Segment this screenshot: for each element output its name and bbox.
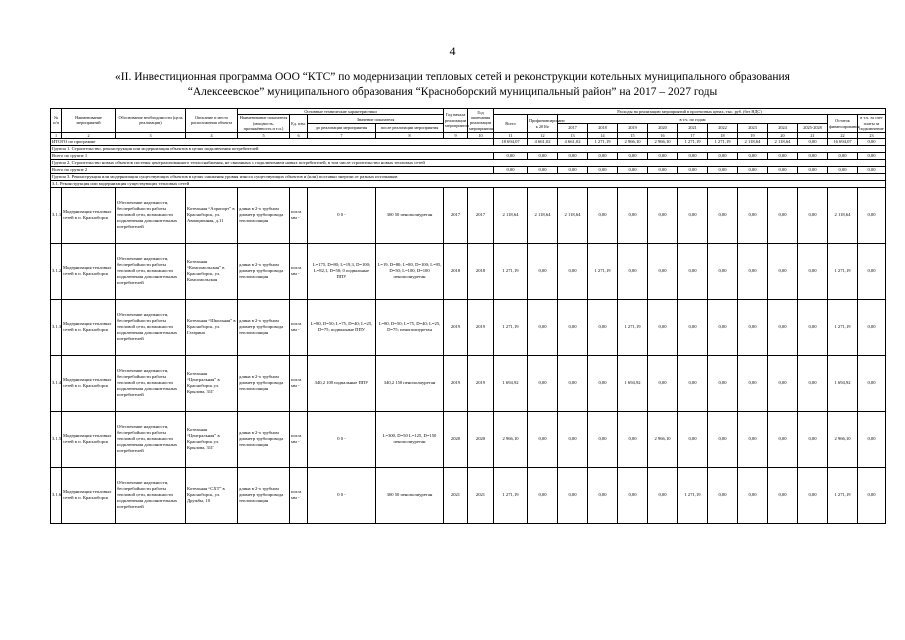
column-number: 18 [708,132,738,138]
header-param-name: Наименование показателя (мощность, протяжённость и т.п.) [238,115,290,132]
cell-year-end: 2019 [468,355,494,411]
header-name: Наименование мероприятий [62,109,116,133]
header-value: Значение показателя [308,115,444,124]
table-row [51,355,886,411]
cell-num: 3.1.3 [51,299,62,355]
cell-year-end: 2021 [468,467,494,523]
column-number: 13 [558,132,588,138]
cell-financed: 0,00 [528,355,558,411]
header-year-2019: 2019 [618,124,648,133]
column-number: 8 [376,132,444,138]
group-value: 0,00 [618,166,648,173]
totals-value: 2 118,64 [738,138,768,145]
cell-num: 3.1.4 [51,355,62,411]
cell-year-end: 2018 [468,243,494,299]
cell-before: 340,2 100 подвальные ППУ [308,355,376,411]
group-label: Всего по группе 2 [51,166,494,173]
table-row [51,243,886,299]
group-label: Всего по группе 1 [51,152,494,159]
column-number: 21 [798,132,828,138]
cell-year-start: 2019 [444,299,468,355]
cell-year-value: 0,00 [648,355,678,411]
cell-before: 0 0 - [308,467,376,523]
cell-year-value: 0,00 [798,243,828,299]
cell-unit: пог.м мм - [290,299,308,355]
cell-before: 0 0 - [308,411,376,467]
cell-num: 3.1.6 [51,467,62,523]
cell-need: Обеспечение надежности, бесперебойности работы тепловой сети, возможности подключения дополнительных потребителей [116,355,186,411]
cell-year-value: 0,00 [798,467,828,523]
cell-year-value: 0,00 [768,467,798,523]
cell-param: длина в 2-х трубном диаметр трубопровода теплоизоляция [238,243,290,299]
cell-year-start: 2017 [444,187,468,243]
cell-remain: 1 271,19 [828,299,858,355]
header-before: до реализации мероприятия [308,124,376,133]
cell-year-value: 1 694,92 [618,355,648,411]
cell-year-end: 2020 [468,411,494,467]
table-row [51,467,886,523]
header-after: после реализации мероприятия [376,124,444,133]
group-value: 0,00 [708,152,738,159]
header-incl-borrowed: в т.ч. за счет платы за подключение [859,115,884,132]
cell-financed: 0,00 [528,299,558,355]
totals-value: 4 661,02 [528,138,558,145]
group-value: 0,00 [828,152,858,159]
column-number: 6 [290,132,308,138]
group-value: 0,00 [768,152,798,159]
cell-incl: 0,00 [858,355,886,411]
column-number: 3 [116,132,186,138]
totals-value: 4 661,02 [558,138,588,145]
header-year-2018: 2018 [588,124,618,133]
cell-year-value: 0,00 [648,467,678,523]
cell-year-end: 2019 [468,299,494,355]
cell-incl: 0,00 [858,243,886,299]
document-title [40,70,865,100]
cell-year-value: 0,00 [648,299,678,355]
cell-location: Котельная “Центральная” в Красноборск ул. Крылова, 31Г [186,411,238,467]
header-year-2023: 2023 [738,124,768,133]
cell-year-value: 0,00 [588,187,618,243]
column-number: 9 [444,132,468,138]
cell-year-value: 0,00 [738,243,768,299]
cell-location: Котельная “Аэропорт” в Красноборск, ул. Авиационная, д.11 [186,187,238,243]
cell-year-value: 0,00 [738,299,768,355]
cell-num: 3.1.1 [51,187,62,243]
group-value: 0,00 [768,166,798,173]
cell-year-value: 0,00 [588,467,618,523]
header-year-2022: 2022 [708,124,738,133]
group-row [51,166,886,173]
cell-year-value: 0,00 [738,187,768,243]
header-year-2017: 2017 [558,124,588,133]
column-number: 7 [308,132,376,138]
group-value: 0,00 [558,166,588,173]
title-line-2: “Алексеевское” муниципального образования “Красноборский муниципальный район” на 2017 – 2027 годы [187,86,718,98]
totals-value: 2 966,10 [618,138,648,145]
cell-financed: 2 118,64 [528,187,558,243]
cell-year-value: 0,00 [648,187,678,243]
header-main-params: Основные технические характеристики [238,109,444,115]
cell-year-start: 2021 [444,467,468,523]
group-label: 3.1. Реконструкция или модернизация существующих тепловых сетей [51,180,886,187]
group-row [51,173,886,180]
cell-total: 2 966,10 [494,411,528,467]
cell-name: Модернизация тепловых сетей в п. Красноборск [62,299,116,355]
group-value: 0,00 [588,152,618,159]
cell-num: 3.1.5 [51,411,62,467]
cell-need: Обеспечение надежности, бесперебойности работы тепловой сети, возможности подключения дополнительных потребителей [116,187,186,243]
cell-year-value: 0,00 [618,411,648,467]
cell-incl: 0,00 [858,187,886,243]
header-year-end: Год окончания реализации мероприятия [469,109,493,131]
group-value: 0,00 [588,166,618,173]
group-value: 0,00 [858,152,886,159]
totals-value: 16 694,07 [828,138,858,145]
totals-value: 1 271,19 [678,138,708,145]
group-value: 0,00 [618,152,648,159]
header-location: Описание и место расположения объекта [186,109,238,133]
group-value: 0,00 [678,152,708,159]
cell-year-value: 0,00 [678,187,708,243]
group-value: 0,00 [648,152,678,159]
cell-unit: пог.м мм - [290,355,308,411]
cell-financed: 0,00 [528,243,558,299]
column-number: 15 [618,132,648,138]
cell-year-value: 0,00 [558,411,588,467]
cell-year-value: 0,00 [678,243,708,299]
cell-year-value: 0,00 [588,299,618,355]
cell-remain: 1 271,19 [828,243,858,299]
cell-year-value: 0,00 [708,243,738,299]
cell-year-start: 2020 [444,411,468,467]
column-number: 10 [468,132,494,138]
table-row [51,411,886,467]
cell-after: L=300, D=50 L=125, D=150 пенополиуретан [376,411,444,467]
cell-after: L=19, D=80; L=80, D=100; L=95, D=50; L=100, D=100 пенополиуретан [376,243,444,299]
column-number: 11 [494,132,528,138]
group-row [51,145,886,152]
cell-year-value: 0,00 [648,243,678,299]
cell-param: длина в 2-х трубном диаметр трубопровода теплоизоляция [238,355,290,411]
header-year-2021: 2021 [678,124,708,133]
cell-year-value: 0,00 [738,355,768,411]
cell-financed: 0,00 [528,411,558,467]
cell-total: 1 271,19 [494,467,528,523]
cell-year-end: 2017 [468,187,494,243]
cell-unit: пог.м мм - [290,467,308,523]
totals-value: 2 966,10 [648,138,678,145]
cell-year-value: 0,00 [678,411,708,467]
cell-need: Обеспечение надежности, бесперебойности работы тепловой сети, возможности подключения дополнительных потребителей [116,467,186,523]
cell-name: Модернизация тепловых сетей в п. Красноборск [62,187,116,243]
column-number: 16 [648,132,678,138]
cell-total: 2 118,64 [494,187,528,243]
group-row [51,180,886,187]
column-number: 2 [62,132,116,138]
cell-remain: 1 271,19 [828,467,858,523]
cell-year-value: 0,00 [558,355,588,411]
header-need: Обоснование необходимости (цель реализации) [116,109,186,133]
cell-year-value: 0,00 [768,411,798,467]
cell-year-value: 0,00 [558,467,588,523]
column-number: 22 [828,132,858,138]
cell-year-start: 2018 [444,243,468,299]
cell-year-value: 0,00 [678,299,708,355]
cell-year-value: 0,00 [678,355,708,411]
cell-param: длина в 2-х трубном диаметр трубопровода теплоизоляция [238,467,290,523]
cell-incl: 0,00 [858,299,886,355]
cell-year-value: 2 118,64 [558,187,588,243]
cell-need: Обеспечение надежности, бесперебойности работы тепловой сети, возможности подключения дополнительных потребителей [116,299,186,355]
cell-unit: пог.м мм - [290,411,308,467]
cell-year-value: 0,00 [558,299,588,355]
cell-year-value: 0,00 [768,355,798,411]
group-label: Группа 2. Строительство новых объектов системы централизованного теплоснабжения, не связанных с подключением новых потребителей, в том числе строительство новых тепловых сетей [51,159,886,166]
cell-name: Модернизация тепловых сетей в п. Красноборск [62,243,116,299]
totals-value: 1 271,19 [708,138,738,145]
cell-num: 3.1.2 [51,243,62,299]
group-label: Группа 1. Строительство, реконструкция или модернизация объектов в целях подключения потребителей [51,145,886,152]
group-value: 0,00 [494,166,528,173]
cell-unit: пог.м мм - [290,243,308,299]
cell-year-value: 0,00 [738,467,768,523]
group-value: 0,00 [494,152,528,159]
cell-year-start: 2019 [444,355,468,411]
header-incl-years: в т.ч. по годам [558,115,828,124]
cell-year-value: 0,00 [708,411,738,467]
cell-year-value: 0,00 [768,243,798,299]
cell-year-value: 0,00 [768,187,798,243]
totals-value: 0,00 [858,138,886,145]
table-row [51,187,886,243]
cell-location: Котельная “Центральная” в Красноборск ул. Крылова, 31Г [186,355,238,411]
cell-incl: 0,00 [858,411,886,467]
cell-unit: пог.м мм - [290,187,308,243]
column-number: 20 [768,132,798,138]
cell-location: Котельная “СХТ” в Красноборск, ул. Дружбы, 10 [186,467,238,523]
cell-year-value: 0,00 [618,187,648,243]
cell-name: Модернизация тепловых сетей в п. Красноборск [62,411,116,467]
cell-param: длина в 2-х трубном диаметр трубопровода теплоизоляция [238,411,290,467]
totals-label: ИТОГО по программе [51,138,494,145]
cell-before: L=175, D=80; L=19,3, D=100; L=82,1, D=50; 0 подвальные ППУ [308,243,376,299]
cell-after: 340,2 150 пенополиуретан [376,355,444,411]
cell-year-value: 0,00 [708,187,738,243]
cell-year-value: 0,00 [708,299,738,355]
cell-year-value: 2 966,10 [648,411,678,467]
column-number: 14 [588,132,618,138]
cell-total: 1 271,19 [494,243,528,299]
totals-value: 18 694,07 [494,138,528,145]
cell-year-value: 0,00 [798,355,828,411]
cell-before: L=80, D=50; L=75, D=40; L=25, D=75; подвальные ППУ [308,299,376,355]
cell-incl: 0,00 [858,467,886,523]
header-costs: Расходы на реализацию мероприятий в прогнозных ценах, тыс. руб. (без НДС) [494,109,886,115]
cell-total: 1 694,92 [494,355,528,411]
cell-after: 300 50 пенополиуретан [376,187,444,243]
group-value: 0,00 [558,152,588,159]
column-number: 4 [186,132,238,138]
header-financed: Профинансировано к 2016г [528,115,558,132]
group-value: 0,00 [738,166,768,173]
cell-year-value: 0,00 [708,355,738,411]
cell-year-value: 0,00 [798,411,828,467]
cell-year-value: 0,00 [618,467,648,523]
cell-year-value: 0,00 [558,243,588,299]
cell-year-value: 0,00 [798,299,828,355]
cell-year-value: 1 271,19 [678,467,708,523]
totals-value: 2 118,64 [768,138,798,145]
table-row [51,299,886,355]
cell-year-value: 0,00 [768,299,798,355]
header-num: № п/п [51,109,62,133]
column-number: 19 [738,132,768,138]
group-value: 0,00 [678,166,708,173]
header-total: Всего [494,115,528,132]
group-label: Группа 3. Реконструкция или модернизация существующих объектов в целях снижения уровня износа существующих объектов и (или) поставки энергии от разных источников [51,173,886,180]
investment-program-table [50,108,886,524]
column-number: 23 [858,132,886,138]
group-value: 0,00 [798,166,828,173]
totals-row [51,138,886,145]
group-value: 0,00 [528,166,558,173]
header-remain: Остаток финансирования [828,115,858,132]
cell-year-value: 0,00 [588,355,618,411]
cell-year-value: 0,00 [798,187,828,243]
totals-value: 0,00 [798,138,828,145]
cell-year-value: 0,00 [738,411,768,467]
group-value: 0,00 [828,166,858,173]
cell-year-value: 0,00 [708,467,738,523]
cell-need: Обеспечение надежности, бесперебойности работы тепловой сети, возможности подключения дополнительных потребителей [116,411,186,467]
group-row [51,159,886,166]
cell-financed: 0,00 [528,467,558,523]
column-number: 5 [238,132,290,138]
cell-year-value: 0,00 [588,411,618,467]
cell-remain: 1 694,92 [828,355,858,411]
cell-year-value: 1 271,19 [618,299,648,355]
group-value: 0,00 [798,152,828,159]
column-number: 1 [51,132,62,138]
cell-after: 300 50 пенополиуретан [376,467,444,523]
page-number: 4 [449,44,456,58]
group-value: 0,00 [528,152,558,159]
cell-remain: 2 118,64 [828,187,858,243]
cell-before: 0 0 - [308,187,376,243]
cell-year-value: 0,00 [618,243,648,299]
cell-name: Модернизация тепловых сетей в п. Красноборск [62,355,116,411]
cell-total: 1 271,19 [494,299,528,355]
cell-param: длина в 2-х трубном диаметр трубопровода теплоизоляция [238,187,290,243]
cell-param: длина в 2-х трубном диаметр трубопровода теплоизоляция [238,299,290,355]
cell-location: Котельная “Комсомольская” в Красноборск, ул. Комсомольская [186,243,238,299]
group-value: 0,00 [708,166,738,173]
header-year-2024: 2024 [768,124,798,133]
header-year-2020: 2020 [648,124,678,133]
header-unit: Ед. изм. [290,115,308,132]
cell-location: Котельная “Школьная” в Красноборск, ул. Гагарина [186,299,238,355]
cell-name: Модернизация тепловых сетей в п. Красноборск [62,467,116,523]
group-value: 0,00 [648,166,678,173]
cell-after: L=80, D=50; L=75, D=40; L=25, D=75; пенополиуретан [376,299,444,355]
header-year-start: Год начала реализации мероприятия [444,109,468,133]
group-row [51,152,886,159]
totals-value: 1 271,19 [588,138,618,145]
column-number: 12 [528,132,558,138]
group-value: 0,00 [858,166,886,173]
header-year-2025-2028: 2025-2028 [798,124,828,133]
cell-year-value: 1 271,19 [588,243,618,299]
group-value: 0,00 [738,152,768,159]
title-line-1: «II. Инвестиционная программа ООО “КТС” по модернизации тепловых сетей и реконструкции котельных муниципального образования [115,71,790,83]
cell-remain: 2 966,10 [828,411,858,467]
column-number: 17 [678,132,708,138]
cell-need: Обеспечение надежности, бесперебойности работы тепловой сети, возможности подключения дополнительных потребителей [116,243,186,299]
